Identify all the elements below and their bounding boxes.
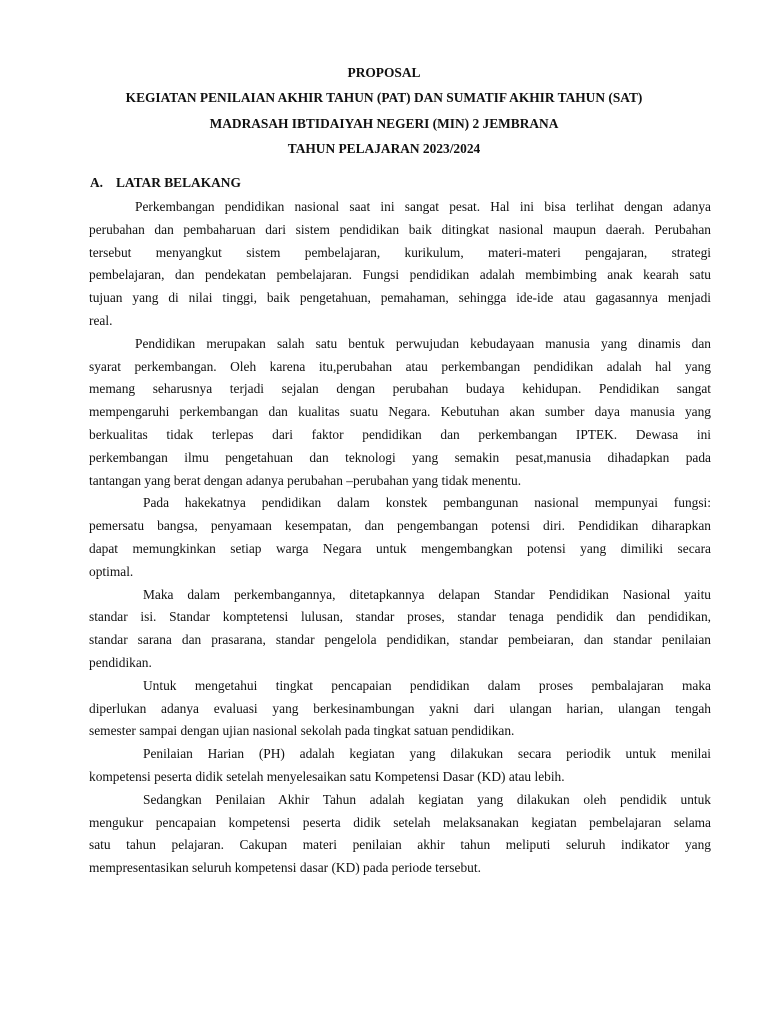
paragraph-line: pemersatu bangsa, penyamaan kesempatan, dan pengembangan potensi diri. Pendidikan diharapkan — [89, 518, 711, 534]
paragraph — [89, 584, 711, 675]
paragraph-line: tersebut menyangkut sistem pembelajaran, kurikulum, materi-materi pengajaran, strategi — [89, 244, 711, 260]
section-letter: A. — [90, 175, 104, 190]
paragraph-line: Untuk mengetahui tingkat pencapaian pendidikan dalam proses pembalajaran maka — [143, 677, 711, 693]
paragraph-line: satu tahun pelajaran. Cakupan materi penilaian akhir tahun meliputi seluruh indikator yang — [89, 837, 711, 853]
title-line: KEGIATAN PENILAIAN AKHIR TAHUN (PAT) DAN SUMATIF AKHIR TAHUN (SAT) — [125, 90, 643, 106]
paragraph-line: dapat memungkinkan setiap warga Negara untuk mengembangkan potensi yang dimiliki secara — [89, 540, 711, 556]
paragraph-line: pendidikan. — [89, 654, 152, 670]
paragraph-line: mengukur pencapaian kompetensi peserta didik setelah melaksanakan kegiatan pembelajaran selama — [89, 814, 711, 830]
paragraph-line: perubahan dan pembaharuan dari sistem pendidikan baik ditingkat nasional maupun daerah. Perubahan — [89, 221, 711, 237]
paragraph-line: standar sarana dan prasarana, standar pengelola pendidikan, standar pembeiaran, dan standar penilaian — [89, 632, 711, 648]
paragraph-line: kompetensi peserta didik setelah menyelesaikan satu Kompetensi Dasar (KD) atau lebih. — [89, 768, 565, 784]
paragraph-line: Maka dalam perkembangannya, ditetapkannya delapan Standar Pendidikan Nasional yaitu — [143, 586, 711, 602]
paragraph-line: Pendidikan merupakan salah satu bentuk perwujudan kebudayaan manusia yang dinamis dan — [135, 335, 711, 351]
section-heading-text: LATAR BELAKANG — [116, 175, 241, 190]
paragraph-line: mempresentasikan seluruh kompetensi dasar (KD) pada periode tersebut. — [89, 860, 481, 876]
paragraph-line: semester sampai dengan ujian nasional sekolah pada tingkat satuan pendidikan. — [89, 723, 515, 739]
title-line: PROPOSAL — [347, 65, 421, 80]
paragraph — [89, 492, 711, 583]
paragraph-line: Penilaian Harian (PH) adalah kegiatan yang dilakukan secara periodik untuk menilai — [143, 746, 711, 762]
paragraph-line: Pada hakekatnya pendidikan dalam konstek pembangunan nasional mempunyai fungsi: — [143, 495, 711, 511]
paragraph-line: perkembangan ilmu pengetahuan dan teknologi yang semakin pesat,manusia dihadapkan pada — [89, 449, 711, 465]
paragraph-line: Perkembangan pendidikan nasional saat ini sangat pesat. Hal ini bisa terlihat dengan adanya — [135, 199, 711, 214]
paragraph — [89, 196, 711, 333]
paragraph-line: tantangan yang berat dengan adanya perubahan –perubahan yang tidak menentu. — [89, 472, 522, 488]
document-body — [89, 196, 711, 880]
paragraph-line: berkualitas tidak terlepas dari faktor pendidikan dan perkembangan IPTEK. Dewasa ini — [89, 426, 711, 442]
paragraph-line: mempengaruhi perkembangan dan kualitas suatu Negara. Kebutuhan akan sumber daya manusia yang — [89, 404, 711, 420]
title-line: TAHUN PELAJARAN 2023/2024 — [287, 140, 481, 156]
paragraph-line: Sedangkan Penilaian Akhir Tahun adalah kegiatan yang dilakukan oleh pendidik untuk — [143, 791, 711, 807]
paragraph-line: diperlukan adanya evaluasi yang berkesinambungan yakni dari ulangan harian, ulangan tengah — [89, 700, 711, 716]
section-heading — [90, 173, 241, 193]
paragraph-line: memang seharusnya terjadi sejalan dengan perubahan budaya kehidupan. Pendidikan sangat — [89, 381, 711, 397]
paragraph — [89, 789, 711, 880]
paragraph-line: standar isi. Standar komptetensi lulusan, standar proses, standar tenaga pendidik dan pendidikan, — [89, 609, 711, 625]
paragraph — [89, 743, 711, 789]
paragraph-line: pembelajaran, dan pendekatan pembelajaran. Fungsi pendidikan adalah membimbing anak kearah satu — [89, 267, 711, 283]
title-line: MADRASAH IBTIDAIYAH NEGERI (MIN) 2 JEMBRANA — [209, 115, 559, 131]
paragraph-line: syarat perkembangan. Oleh karena itu,perubahan atau perkembangan pendidikan adalah hal yang — [89, 358, 711, 374]
paragraph — [89, 333, 711, 493]
proposal-title-block — [0, 60, 768, 161]
paragraph-line: real. — [89, 312, 113, 328]
paragraph — [89, 675, 711, 743]
paragraph-line: tujuan yang di nilai tinggi, baik pengetahuan, pemahaman, sehingga ide-ide atau gagasannya menjadi — [89, 290, 711, 306]
paragraph-line: optimal. — [89, 563, 134, 579]
